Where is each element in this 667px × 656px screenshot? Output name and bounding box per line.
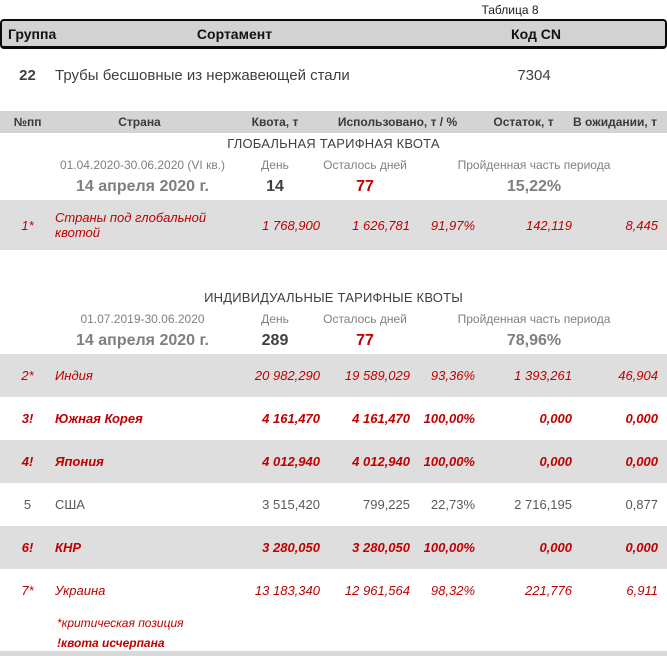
row-used-pct: 100,00% bbox=[423, 540, 475, 555]
global-elapsed-label: Пройденная часть периода bbox=[457, 158, 611, 172]
individual-period-labels-row bbox=[0, 310, 667, 328]
row-waiting: 0,000 bbox=[625, 540, 658, 555]
row-number: 6! bbox=[21, 540, 34, 555]
col-country-label: Страна bbox=[118, 115, 161, 129]
row-number: 2* bbox=[21, 368, 34, 383]
row-number: 1* bbox=[21, 217, 34, 233]
table-row bbox=[0, 569, 667, 612]
row-waiting: 6,911 bbox=[626, 583, 658, 598]
bottom-divider bbox=[0, 651, 667, 656]
row-waiting: 0,000 bbox=[625, 411, 658, 426]
col-quota-label: Квота, т bbox=[251, 115, 299, 129]
sortament-header-label: Сортамент bbox=[196, 25, 273, 42]
row-used: 799,225 bbox=[363, 497, 410, 512]
row-country: КНР bbox=[55, 540, 82, 555]
row-waiting: 46,904 bbox=[618, 368, 658, 383]
row-rest: 221,776 bbox=[525, 583, 572, 598]
row-rest: 0,000 bbox=[539, 540, 572, 555]
product-name: Трубы бесшовные из нержавеющей стали bbox=[55, 66, 350, 84]
table-row bbox=[0, 354, 667, 397]
col-rest-label: Остаток, т bbox=[493, 115, 554, 129]
individual-day-label: День bbox=[261, 312, 289, 326]
table-row bbox=[0, 397, 667, 440]
individual-days-left-value: 77 bbox=[356, 332, 374, 349]
section-spacer bbox=[0, 250, 667, 287]
row-rest: 2 716,195 bbox=[514, 497, 572, 512]
quota-columns-header-row bbox=[0, 111, 667, 133]
row-rest: 0,000 bbox=[539, 454, 572, 469]
row-used: 4 161,470 bbox=[352, 411, 410, 426]
row-used-pct: 98,32% bbox=[430, 583, 475, 598]
row-quota: 3 280,050 bbox=[262, 540, 320, 555]
group-header-row bbox=[0, 19, 667, 49]
col-used-label: Использовано, т / % bbox=[337, 115, 458, 129]
row-used: 19 589,029 bbox=[344, 368, 410, 383]
row-rest: 1 393,261 bbox=[514, 368, 572, 383]
footnote-critical-position: *критическая позиция bbox=[57, 616, 184, 630]
row-country: Южная Корея bbox=[55, 411, 143, 426]
row-number: 3! bbox=[21, 411, 34, 426]
row-quota: 13 183,340 bbox=[254, 583, 320, 598]
global-current-date: 14 апреля 2020 г. bbox=[76, 178, 209, 195]
table-row bbox=[0, 526, 667, 569]
row-rest: 142,119 bbox=[525, 217, 572, 233]
row-quota: 3 515,420 bbox=[262, 497, 320, 512]
individual-day-value: 289 bbox=[261, 332, 289, 349]
global-day-label: День bbox=[261, 158, 289, 172]
global-period-values-row bbox=[0, 174, 667, 200]
product-group-number: 22 bbox=[19, 66, 36, 84]
table-row bbox=[0, 483, 667, 526]
individual-period-values-row bbox=[0, 328, 667, 354]
footnotes bbox=[0, 615, 667, 652]
individual-quota-section-title: ИНДИВИДУАЛЬНЫЕ ТАРИФНЫЕ КВОТЫ bbox=[204, 290, 463, 305]
row-country: Индия bbox=[55, 368, 93, 383]
cn-code-header-label: Код CN bbox=[511, 25, 561, 42]
row-quota: 4 012,940 bbox=[262, 454, 320, 469]
row-used: 3 280,050 bbox=[352, 540, 410, 555]
group-header-label: Группа bbox=[8, 25, 57, 42]
row-used: 1 626,781 bbox=[352, 217, 410, 233]
row-country: Украина bbox=[55, 583, 106, 598]
col-num-label: №пп bbox=[13, 115, 42, 129]
row-quota: 20 982,290 bbox=[254, 368, 320, 383]
row-used-pct: 91,97% bbox=[430, 217, 475, 233]
product-row bbox=[0, 56, 667, 94]
row-rest: 0,000 bbox=[539, 411, 572, 426]
table-row bbox=[0, 440, 667, 483]
global-days-left-label: Осталось дней bbox=[323, 158, 407, 172]
individual-period-label: 01.07.2019-30.06.2020 bbox=[80, 312, 205, 326]
individual-elapsed-label: Пройденная часть периода bbox=[457, 312, 611, 326]
row-used: 4 012,940 bbox=[352, 454, 410, 469]
product-cn-code: 7304 bbox=[517, 66, 551, 84]
global-period-labels-row bbox=[0, 156, 667, 174]
row-waiting: 8,445 bbox=[625, 217, 658, 233]
row-used-pct: 100,00% bbox=[423, 454, 475, 469]
individual-days-left-label: Осталось дней bbox=[323, 312, 407, 326]
global-quota-section-title: ГЛОБАЛЬНАЯ ТАРИФНАЯ КВОТА bbox=[227, 136, 440, 151]
row-used-pct: 100,00% bbox=[423, 411, 475, 426]
row-country: Япония bbox=[55, 454, 104, 469]
row-number: 5 bbox=[23, 497, 32, 512]
global-day-value: 14 bbox=[266, 178, 284, 195]
row-used-pct: 22,73% bbox=[430, 497, 475, 512]
row-used: 12 961,564 bbox=[344, 583, 410, 598]
row-used-pct: 93,36% bbox=[430, 368, 475, 383]
row-country: США bbox=[55, 497, 85, 512]
table-row bbox=[0, 200, 667, 250]
global-elapsed-value: 15,22% bbox=[506, 178, 562, 195]
global-period-label: 01.04.2020-30.06.2020 (VI кв.) bbox=[59, 158, 226, 172]
row-quota: 1 768,900 bbox=[262, 217, 320, 233]
individual-current-date: 14 апреля 2020 г. bbox=[76, 332, 209, 349]
row-number: 4! bbox=[21, 454, 34, 469]
individual-elapsed-value: 78,96% bbox=[506, 332, 562, 349]
row-waiting: 0,877 bbox=[625, 497, 658, 512]
col-waiting-label: В ожидании, т bbox=[573, 115, 657, 129]
row-country: Страны под глобальной квотой bbox=[55, 210, 207, 240]
row-number: 7* bbox=[21, 583, 34, 598]
row-quota: 4 161,470 bbox=[262, 411, 320, 426]
global-days-left-value: 77 bbox=[356, 178, 374, 195]
footnote-quota-exhausted: !квота исчерпана bbox=[57, 636, 165, 650]
table-caption: Таблица 8 bbox=[481, 3, 539, 17]
row-waiting: 0,000 bbox=[625, 454, 658, 469]
